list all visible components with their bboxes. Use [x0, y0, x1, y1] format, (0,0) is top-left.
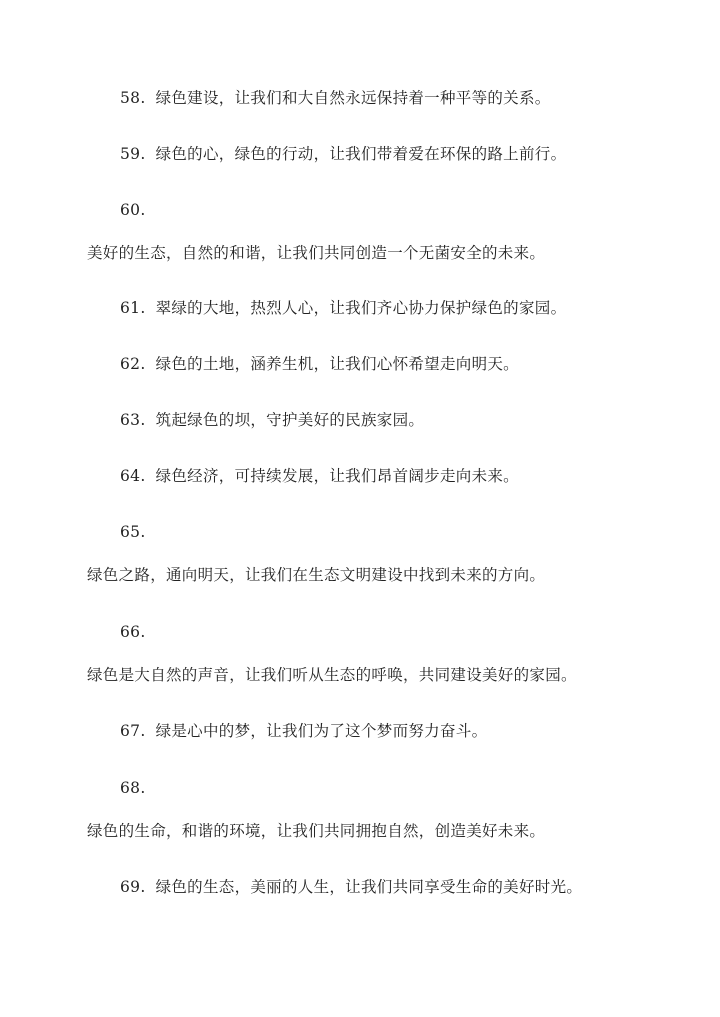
- item-text: 绿色的生态，美丽的人生，让我们共同享受生命的美好时光。: [155, 878, 583, 896]
- item-number: 67.: [120, 722, 146, 740]
- item-text: 绿色的生命，和谐的环境，让我们共同拥抱自然，创造美好未来。: [87, 822, 546, 840]
- list-item: [120, 298, 566, 318]
- list-item-number-line: [120, 778, 146, 798]
- item-text: 绿色经济，可持续发展，让我们昂首阔步走向未来。: [155, 467, 519, 485]
- item-number: 63.: [120, 411, 146, 429]
- list-item: [120, 466, 519, 486]
- list-item-number-line: [120, 622, 146, 642]
- list-item: [120, 88, 551, 108]
- item-number: 69.: [120, 878, 146, 896]
- list-item: [120, 721, 487, 741]
- item-number: 61.: [120, 299, 146, 317]
- list-item: [120, 144, 566, 164]
- list-item: [120, 410, 424, 430]
- item-number: 58.: [120, 89, 146, 107]
- list-item: [120, 354, 519, 374]
- list-item-text-line: [87, 243, 545, 263]
- list-item-text-line: [87, 565, 545, 585]
- item-number: 60.: [120, 201, 146, 219]
- item-number: 64.: [120, 467, 146, 485]
- item-number: 62.: [120, 355, 146, 373]
- list-item-number-line: [120, 200, 146, 220]
- item-text: 绿色之路，通向明天，让我们在生态文明建设中找到未来的方向。: [87, 566, 546, 584]
- item-number: 59.: [120, 145, 146, 163]
- item-text: 绿色建设，让我们和大自然永远保持着一种平等的关系。: [155, 89, 551, 107]
- item-number: 66.: [120, 623, 146, 641]
- item-text: 美好的生态，自然的和谐，让我们共同创造一个无菌安全的未来。: [87, 244, 546, 262]
- list-item-number-line: [120, 522, 146, 542]
- list-item: [120, 877, 582, 897]
- item-text: 绿色的土地，涵养生机，让我们心怀希望走向明天。: [155, 355, 519, 373]
- item-number: 65.: [120, 523, 146, 541]
- item-text: 筑起绿色的坝，守护美好的民族家园。: [155, 411, 425, 429]
- item-text: 绿是心中的梦，让我们为了这个梦而努力奋斗。: [155, 722, 488, 740]
- list-item-text-line: [87, 665, 577, 685]
- item-text: 绿色的心，绿色的行动，让我们带着爱在环保的路上前行。: [155, 145, 567, 163]
- list-item-text-line: [87, 821, 545, 841]
- item-number: 68.: [120, 779, 146, 797]
- item-text: 翠绿的大地，热烈人心，让我们齐心协力保护绿色的家园。: [155, 299, 567, 317]
- item-text: 绿色是大自然的声音，让我们听从生态的呼唤，共同建设美好的家园。: [87, 666, 577, 684]
